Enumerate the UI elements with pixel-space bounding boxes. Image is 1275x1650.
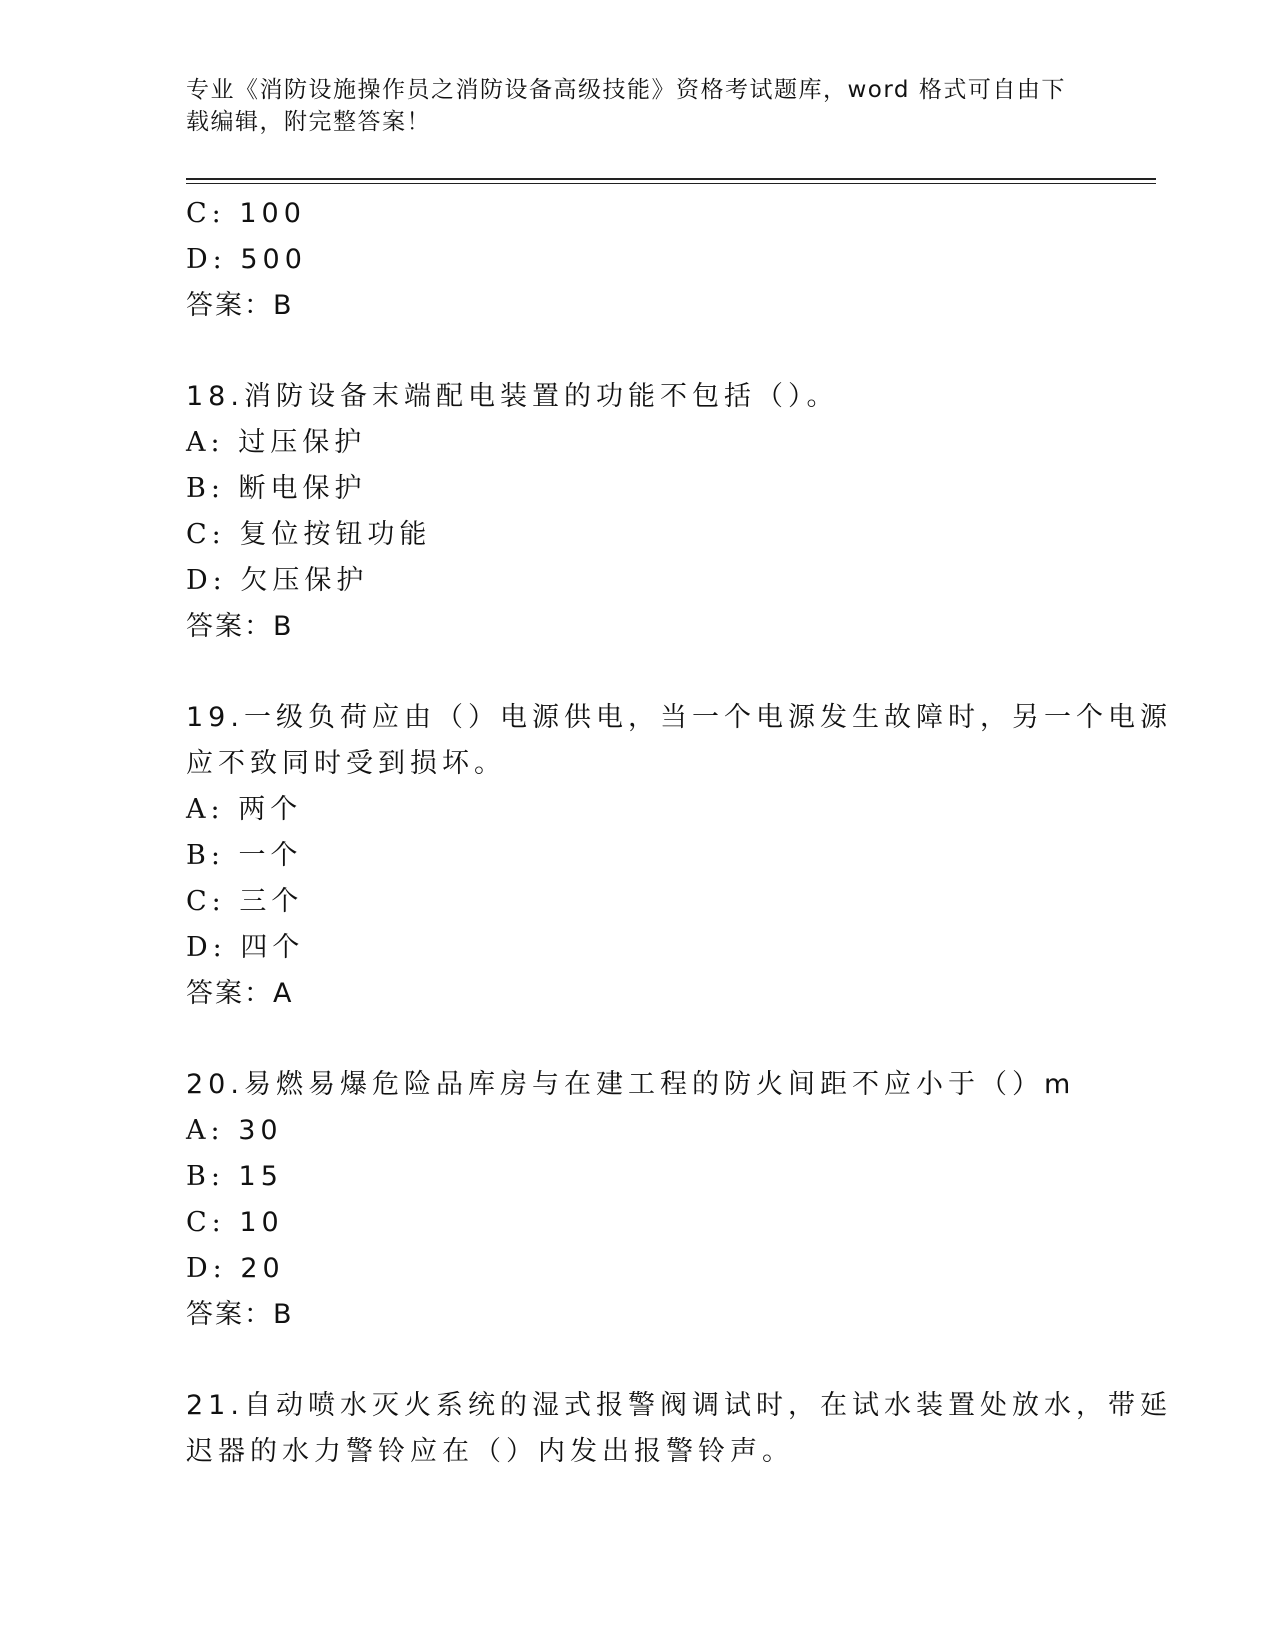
option-c	[186, 879, 1086, 925]
option-c	[186, 512, 1086, 558]
question-stem-line-2: 迟器的水力警铃应在（）内发出报警铃声。	[186, 1436, 794, 1467]
option-b	[186, 1154, 1086, 1200]
question-stem: 18.消防设备末端配电装置的功能不包括（）。	[186, 381, 839, 412]
option-text: 500	[240, 244, 307, 275]
option-text: 过压保护	[238, 427, 367, 458]
header-rule-thin	[186, 183, 1156, 184]
question-content	[186, 191, 1172, 1475]
option-label: A:	[186, 794, 225, 825]
option-a	[186, 1108, 1086, 1154]
answer-line: 答案：B	[186, 1299, 294, 1330]
question-stem-line-1: 21.自动喷水灭火系统的湿式报警阀调试时，在试水装置处放水，带延	[186, 1390, 1172, 1421]
option-label: C:	[186, 198, 226, 229]
header-rule-thick	[186, 178, 1156, 180]
option-text: 断电保护	[238, 473, 367, 504]
option-c	[186, 1200, 1086, 1246]
option-d	[186, 237, 1086, 283]
option-label: B:	[186, 1161, 225, 1192]
option-a	[186, 787, 1086, 833]
question-stem-line-2: 应不致同时受到损坏。	[186, 748, 506, 779]
option-text: 四个	[240, 932, 305, 963]
question-stem: 20.易燃易爆危险品库房与在建工程的防火间距不应小于（）m	[186, 1069, 1076, 1100]
option-text: 欠压保护	[240, 565, 369, 596]
option-label: C:	[186, 1207, 226, 1238]
option-label: A:	[186, 427, 225, 458]
option-text: 30	[238, 1115, 283, 1146]
option-d	[186, 1246, 1086, 1292]
option-text: 20	[240, 1253, 285, 1284]
answer-line: 答案：A	[186, 978, 294, 1009]
option-label: A:	[186, 1115, 225, 1146]
option-text: 15	[238, 1161, 283, 1192]
option-text: 三个	[239, 886, 304, 917]
option-text: 100	[239, 198, 306, 229]
option-text: 10	[239, 1207, 284, 1238]
option-label: D:	[186, 244, 227, 275]
option-label: B:	[186, 473, 225, 504]
option-label: B:	[186, 840, 225, 871]
answer-line: 答案：B	[186, 611, 294, 642]
page-header: 专业《消防设施操作员之消防设备高级技能》资格考试题库，word 格式可自由下载编辑，附完整答案！	[186, 77, 1066, 135]
option-d	[186, 925, 1086, 971]
option-a	[186, 420, 1086, 466]
option-c	[186, 191, 1086, 237]
option-text: 复位按钮功能	[239, 519, 432, 550]
option-text: 一个	[238, 840, 303, 871]
option-b	[186, 833, 1086, 879]
option-label: D:	[186, 565, 227, 596]
option-text: 两个	[238, 794, 303, 825]
question-stem-line-1: 19.一级负荷应由（）电源供电，当一个电源发生故障时，另一个电源	[186, 702, 1172, 733]
option-label: C:	[186, 519, 226, 550]
option-d	[186, 558, 1086, 604]
option-b	[186, 466, 1086, 512]
option-label: C:	[186, 886, 226, 917]
option-label: D:	[186, 932, 227, 963]
option-label: D:	[186, 1253, 227, 1284]
answer-line: 答案：B	[186, 290, 294, 321]
